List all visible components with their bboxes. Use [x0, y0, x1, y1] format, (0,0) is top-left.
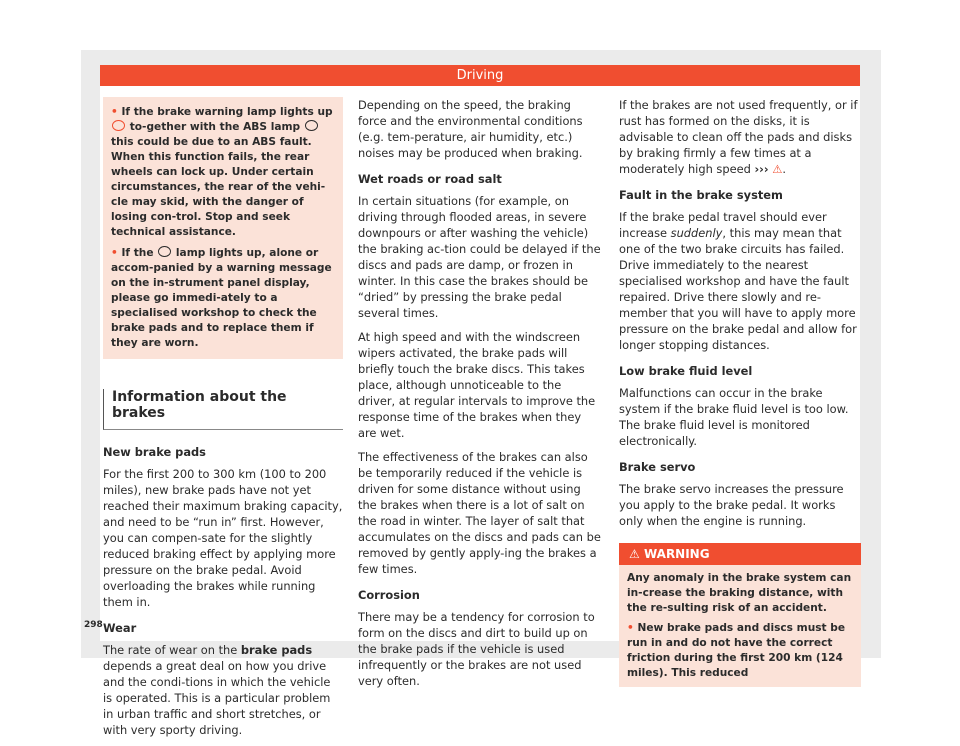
warning-triangle-icon[interactable]: ⚠ — [772, 162, 783, 176]
page-number: 298 — [84, 620, 103, 630]
warning-box — [619, 543, 861, 687]
bullet-icon: • — [627, 622, 634, 634]
heading-servo: Brake servo — [619, 460, 696, 474]
brake-warning-icon — [112, 120, 125, 131]
page-header: Driving — [100, 65, 860, 86]
bullet-brake-pads-lamp: • If the lamp lights up, alone or accom-panied by a warning message on the in-strument panel display, please go immedi-ately to a specialised workshop to check the brake pads and to replace them if they are worn. — [111, 247, 332, 349]
paragraph-new-brake-pads: For the first 200 to 300 km (100 to 200 miles), new brake pads have not yet reached their maximum braking capacity, and need to be “run in” first. However, you can compen-sate for the slightly reduced braking effect by applying more pressure on the brake pedal. Avoid overloading the brakes while running them in. — [103, 467, 343, 609]
column-2 — [358, 97, 601, 697]
paragraph-wet-2: At high speed and with the windscreen wipers activated, the brake pads will briefly touch the brake discs. This takes place, although unnoticeable to the driver, at regular intervals to improve the response time of the brakes when they are wet. — [358, 330, 596, 440]
cross-reference[interactable]: ››› — [754, 162, 769, 176]
heading-new-brake-pads: New brake pads — [103, 445, 206, 459]
paragraph-fluid: Malfunctions can occur in the brake system if the brake fluid level is too low. The brake fluid level is monitored electronically. — [619, 386, 849, 448]
column-3 — [619, 97, 861, 687]
bullet-icon: • — [111, 106, 118, 118]
warning-paragraph: Any anomaly in the brake system can in-crease the braking distance, with the re-sulting risk of an accident. — [627, 572, 852, 614]
bullet-brake-abs: • If the brake warning lamp lights up to-gether with the ABS lamp this could be due to an ABS fault. When this function fails, the rear wheels can lock up. Under certain circumstances, the rear of the vehi-cle may skid, with the danger of losing con-trol. Stop and seek technical assistance. — [111, 106, 333, 238]
bullet-icon: • — [111, 247, 118, 259]
paragraph-wear: The rate of wear on the brake pads depends a great deal on how you drive and the condi-tions in which the vehicle is operated. This is a particular problem in urban traffic and short stretches, or with very sporty driving. — [103, 643, 331, 737]
paragraph-corrosion: There may be a tendency for corrosion to form on the discs and dirt to build up on the brake pads if the vehicle is used infrequently or the brakes are not used very often. — [358, 610, 595, 688]
warning-triangle-icon: ⚠ — [629, 547, 640, 561]
heading-wet-roads: Wet roads or road salt — [358, 172, 502, 186]
column-1 — [103, 97, 343, 746]
section-title: Information about the brakes — [103, 389, 343, 430]
warning-continuation-box — [103, 97, 343, 359]
brake-pad-icon — [158, 246, 171, 257]
abs-icon — [305, 120, 318, 131]
heading-fault: Fault in the brake system — [619, 188, 783, 202]
heading-fluid: Low brake fluid level — [619, 364, 753, 378]
paragraph-wet-1: In certain situations (for example, on driving through flooded areas, in severe downpours or after washing the vehicle) the braking ac-tion could be delayed if the discs and pads are damp, or frozen in winter. In this case the brakes should be “dried” by pressing the brake pedal several times. — [358, 194, 601, 320]
heading-wear: Wear — [103, 621, 137, 635]
paragraph-noises: Depending on the speed, the braking force and the environmental conditions (e.g. tem-perature, air humidity, etc.) noises may be produced when braking. — [358, 98, 583, 160]
warning-header: ⚠ WARNING — [619, 543, 861, 565]
paragraph-servo: The brake servo increases the pressure you apply to the brake pedal. It works only when the engine is running. — [619, 482, 844, 528]
warning-bullet: • New brake pads and discs must be run in and do not have the correct friction during the first 200 km (124 miles). This reduced — [627, 622, 846, 679]
paragraph-fault: If the brake pedal travel should ever increase suddenly, this may mean that one of the two brake circuits has failed. Drive immediately to the nearest specialised workshop and have the fault repaired. Drive there slowly and re-member that you will have to apply more pressure on the brake pedal and allow for longer stopping distances. — [619, 210, 857, 352]
warning-body — [619, 565, 861, 687]
paragraph-wet-3: The effectiveness of the brakes can also be temporarily reduced if the vehicle is driven for some distance without using the brakes when there is a lot of salt on the road in winter. The layer of salt that accumulates on the discs and pads can be removed by gently apply-ing the brakes a few times. — [358, 450, 601, 576]
paragraph-rust: If the brakes are not used frequently, or if rust has formed on the disks, it is advisable to clean off the pads and disks by braking firmly a few times at a moderately high speed ››› ⚠. — [619, 98, 858, 176]
heading-corrosion: Corrosion — [358, 588, 420, 602]
